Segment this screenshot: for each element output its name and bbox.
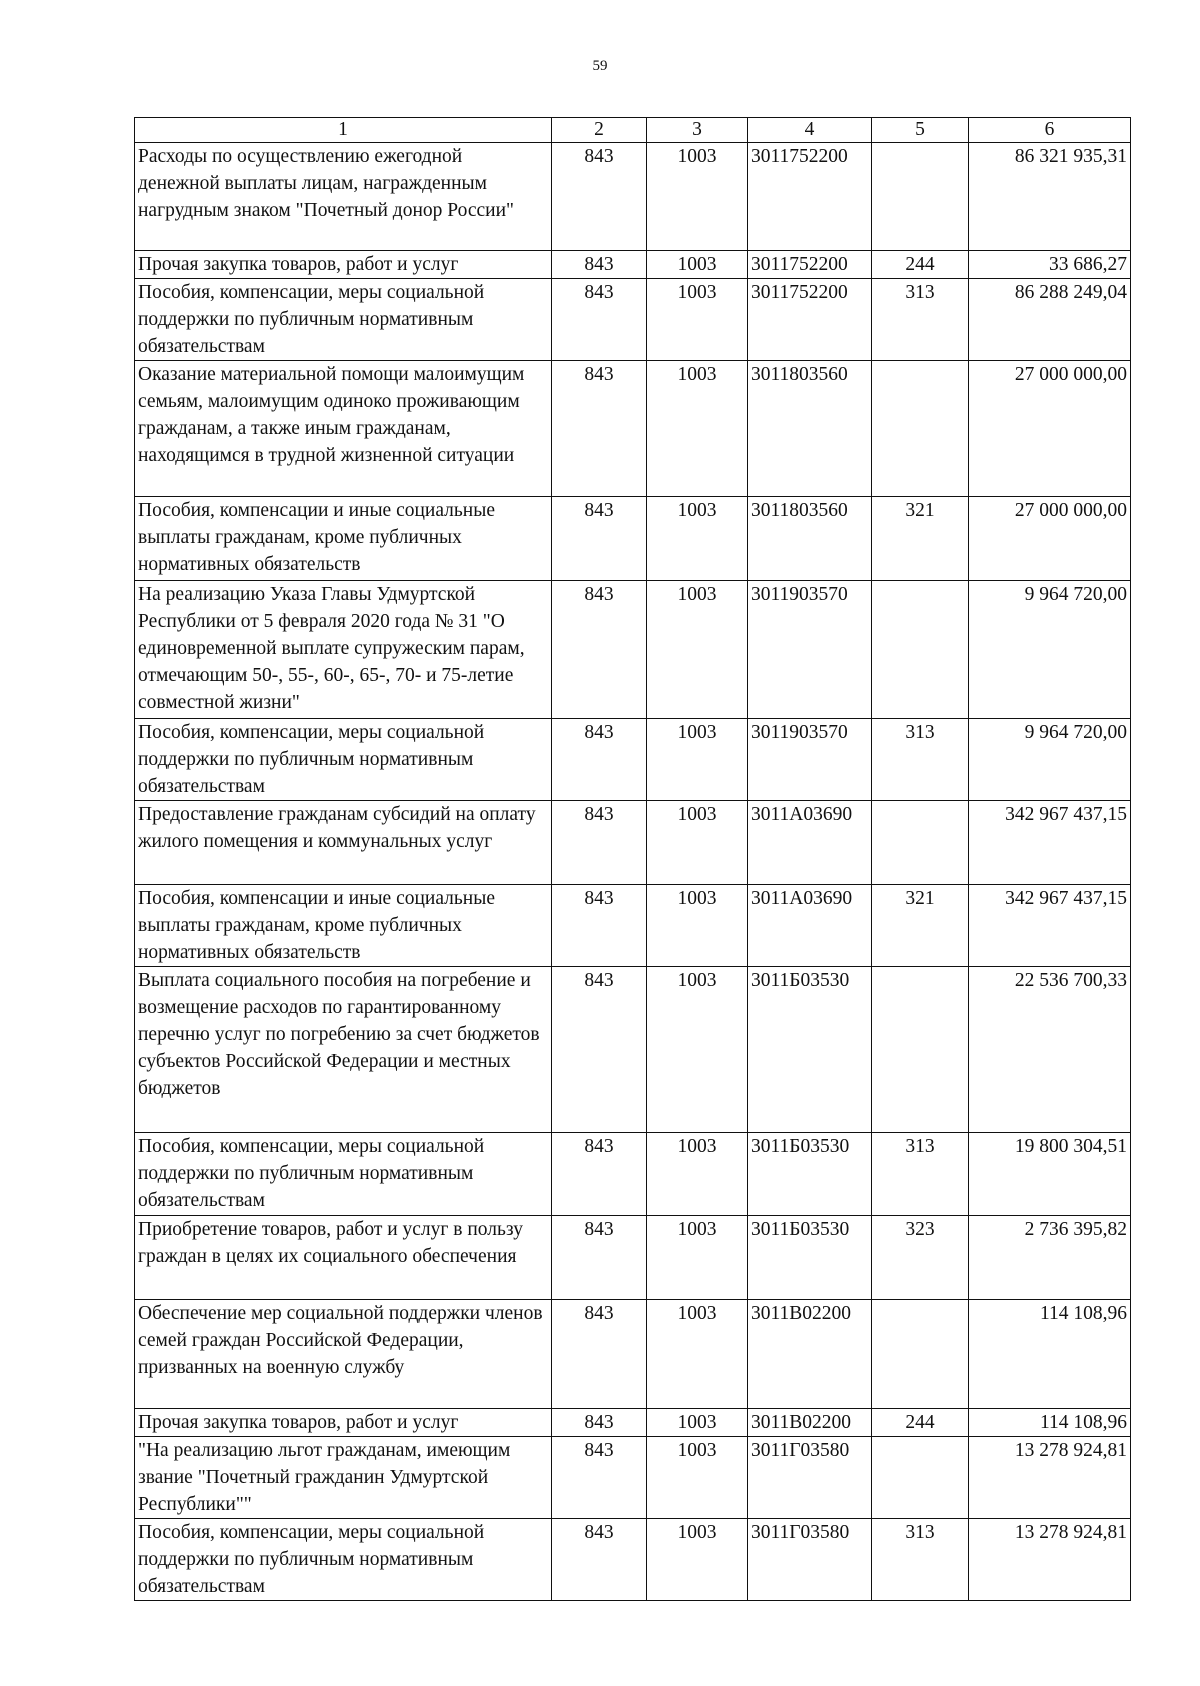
row-target-article: 3011752200 [748,143,872,251]
row-description: Пособия, компенсации, меры социальной поддержки по публичным нормативным обязательствам [135,279,552,361]
row-description: Обеспечение мер социальной поддержки членов семей граждан Российской Федерации, призванных на военную службу [135,1300,552,1409]
row-section-code: 1003 [647,801,748,885]
row-section-code: 1003 [647,361,748,497]
row-expense-type: 321 [872,497,969,581]
row-amount: 22 536 700,33 [969,967,1131,1133]
row-description: Пособия, компенсации и иные социальные выплаты гражданам, кроме публичных нормативных обязательств [135,497,552,581]
row-amount: 2 736 395,82 [969,1216,1131,1300]
row-expense-type: 313 [872,1133,969,1216]
row-ministry-code: 843 [552,279,647,361]
row-description: Предоставление гражданам субсидий на оплату жилого помещения и коммунальных услуг [135,801,552,885]
row-expense-type [872,1300,969,1409]
table-row [135,497,1131,581]
table-header-row [135,118,1131,143]
row-expense-type [872,581,969,719]
row-section-code: 1003 [647,885,748,967]
row-target-article: 3011Б03530 [748,1216,872,1300]
row-amount: 86 288 249,04 [969,279,1131,361]
row-description: Выплата социального пособия на погребение и возмещение расходов по гарантированному перечню услуг по погребению за счет бюджетов субъектов Российской Федерации и местных бюджетов [135,967,552,1133]
row-section-code: 1003 [647,1519,748,1601]
row-section-code: 1003 [647,497,748,581]
row-ministry-code: 843 [552,251,647,279]
row-section-code: 1003 [647,1300,748,1409]
row-target-article: 3011Г03580 [748,1437,872,1519]
row-description: Оказание материальной помощи малоимущим семьям, малоимущим одиноко проживающим гражданам, а также иным гражданам, находящимся в трудной жизненной ситуации [135,361,552,497]
table-row [135,143,1131,251]
row-amount: 13 278 924,81 [969,1519,1131,1601]
row-description: Расходы по осуществлению ежегодной денежной выплаты лицам, награжденным нагрудным знаком "Почетный донор России" [135,143,552,251]
row-description: Пособия, компенсации, меры социальной поддержки по публичным нормативным обязательствам [135,719,552,801]
row-amount: 86 321 935,31 [969,143,1131,251]
row-amount: 342 967 437,15 [969,801,1131,885]
table-row [135,1437,1131,1519]
column-header-3: 3 [647,118,748,143]
row-expense-type: 323 [872,1216,969,1300]
table-row [135,1133,1131,1216]
row-target-article: 3011А03690 [748,885,872,967]
row-amount: 114 108,96 [969,1300,1131,1409]
row-ministry-code: 843 [552,581,647,719]
row-description: Пособия, компенсации, меры социальной поддержки по публичным нормативным обязательствам [135,1133,552,1216]
row-expense-type: 313 [872,719,969,801]
row-ministry-code: 843 [552,1133,647,1216]
column-header-6: 6 [969,118,1131,143]
row-target-article: 3011Б03530 [748,967,872,1133]
row-ministry-code: 843 [552,361,647,497]
table-row [135,1519,1131,1601]
row-ministry-code: 843 [552,1437,647,1519]
row-target-article: 3011903570 [748,719,872,801]
row-expense-type [872,143,969,251]
table-row [135,1409,1131,1437]
row-target-article: 3011В02200 [748,1409,872,1437]
row-expense-type: 313 [872,279,969,361]
row-section-code: 1003 [647,279,748,361]
row-description: Пособия, компенсации, меры социальной поддержки по публичным нормативным обязательствам [135,1519,552,1601]
column-header-1: 1 [135,118,552,143]
row-section-code: 1003 [647,1133,748,1216]
row-expense-type: 244 [872,251,969,279]
row-expense-type: 244 [872,1409,969,1437]
row-amount: 342 967 437,15 [969,885,1131,967]
row-expense-type: 313 [872,1519,969,1601]
row-section-code: 1003 [647,967,748,1133]
row-section-code: 1003 [647,1216,748,1300]
row-description: На реализацию Указа Главы Удмуртской Республики от 5 февраля 2020 года № 31 "О единовременной выплате супружеским парам, отмечающим 50-, 55-, 60-, 65-, 70- и 75-летие совместной жизни" [135,581,552,719]
row-ministry-code: 843 [552,885,647,967]
row-target-article: 3011В02200 [748,1300,872,1409]
row-description: Приобретение товаров, работ и услуг в пользу граждан в целях их социального обеспечения [135,1216,552,1300]
row-ministry-code: 843 [552,1216,647,1300]
row-target-article: 3011803560 [748,361,872,497]
table-row [135,581,1131,719]
row-ministry-code: 843 [552,497,647,581]
row-ministry-code: 843 [552,967,647,1133]
page-number: 59 [592,58,608,74]
table-row [135,1216,1131,1300]
row-section-code: 1003 [647,719,748,801]
row-amount: 27 000 000,00 [969,497,1131,581]
row-ministry-code: 843 [552,1300,647,1409]
row-target-article: 3011803560 [748,497,872,581]
row-target-article: 3011Г03580 [748,1519,872,1601]
row-description: Пособия, компенсации и иные социальные выплаты гражданам, кроме публичных нормативных обязательств [135,885,552,967]
table-row [135,967,1131,1133]
row-expense-type [872,801,969,885]
column-header-5: 5 [872,118,969,143]
budget-table [134,117,1131,1601]
row-expense-type [872,361,969,497]
row-description: Прочая закупка товаров, работ и услуг [135,251,552,279]
table-row [135,251,1131,279]
row-description: Прочая закупка товаров, работ и услуг [135,1409,552,1437]
row-section-code: 1003 [647,1409,748,1437]
row-amount: 13 278 924,81 [969,1437,1131,1519]
row-amount: 9 964 720,00 [969,581,1131,719]
row-target-article: 3011А03690 [748,801,872,885]
row-amount: 33 686,27 [969,251,1131,279]
table-row [135,801,1131,885]
row-amount: 114 108,96 [969,1409,1131,1437]
column-header-4: 4 [748,118,872,143]
row-section-code: 1003 [647,143,748,251]
row-section-code: 1003 [647,581,748,719]
table-row [135,1300,1131,1409]
row-expense-type: 321 [872,885,969,967]
row-ministry-code: 843 [552,719,647,801]
row-target-article: 3011903570 [748,581,872,719]
row-target-article: 3011752200 [748,251,872,279]
row-ministry-code: 843 [552,1519,647,1601]
row-amount: 9 964 720,00 [969,719,1131,801]
table-row [135,719,1131,801]
row-amount: 19 800 304,51 [969,1133,1131,1216]
table-row [135,361,1131,497]
table-body [135,143,1131,1601]
row-target-article: 3011Б03530 [748,1133,872,1216]
row-ministry-code: 843 [552,801,647,885]
table-row [135,279,1131,361]
row-amount: 27 000 000,00 [969,361,1131,497]
table-row [135,885,1131,967]
row-target-article: 3011752200 [748,279,872,361]
row-description: "На реализацию льгот гражданам, имеющим звание "Почетный гражданин Удмуртской Республики"" [135,1437,552,1519]
row-expense-type [872,1437,969,1519]
row-expense-type [872,967,969,1133]
row-section-code: 1003 [647,1437,748,1519]
row-ministry-code: 843 [552,1409,647,1437]
row-section-code: 1003 [647,251,748,279]
column-header-2: 2 [552,118,647,143]
row-ministry-code: 843 [552,143,647,251]
